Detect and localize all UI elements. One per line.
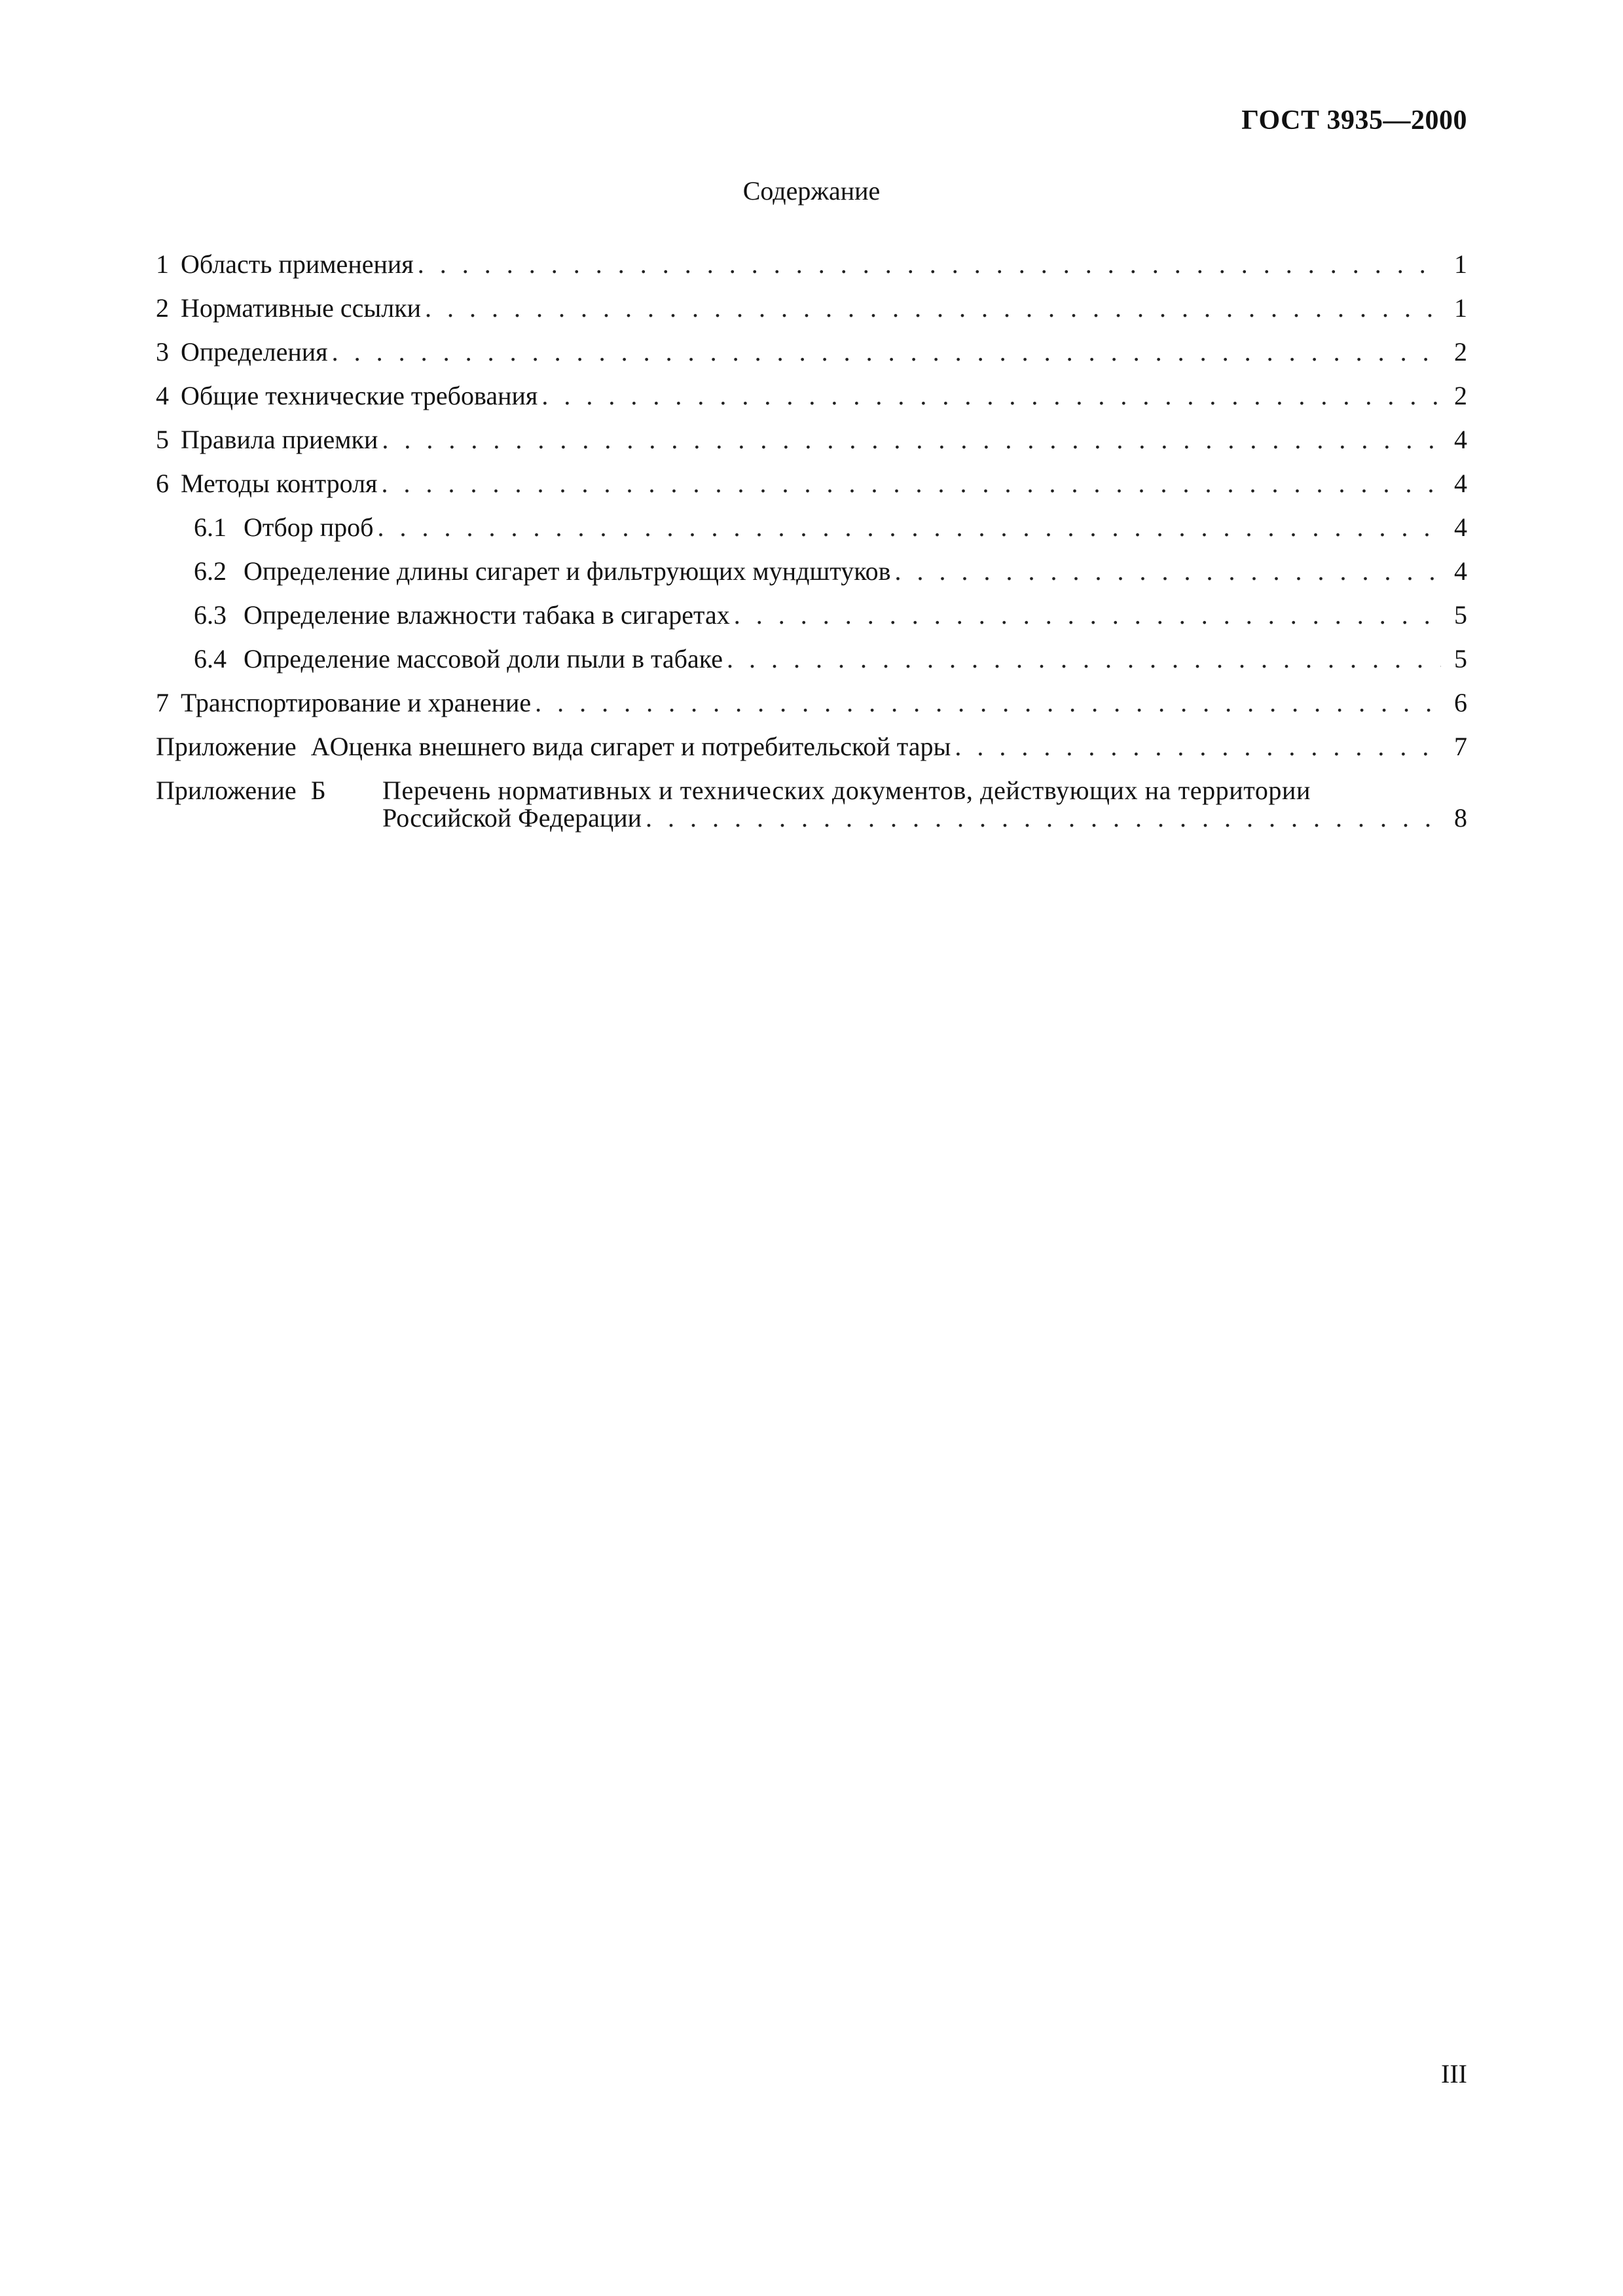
toc-item-label-line1: Перечень нормативных и технических документов, действующих на территории (382, 776, 1311, 805)
appendix-letter: Б (310, 776, 326, 805)
appendix-letter: А (310, 732, 330, 761)
toc-item-number: 7 (156, 688, 169, 717)
toc-item-page: 7 (1454, 732, 1467, 761)
toc-item-3[interactable] (156, 336, 1467, 380)
toc-item-page: 1 (1454, 249, 1467, 279)
toc-item-7[interactable] (156, 687, 1467, 731)
appendix-designation (156, 731, 330, 762)
toc-item-label: Отбор проб (244, 512, 374, 542)
toc-item-label: Определения (181, 337, 328, 367)
dot-leader (377, 512, 1441, 543)
toc-item-6-1[interactable] (156, 512, 1467, 556)
toc-item-page: 2 (1454, 381, 1467, 410)
dot-leader (727, 643, 1441, 674)
dot-leader (541, 380, 1441, 411)
dot-leader (535, 687, 1441, 718)
toc-item-number: 6.1 (194, 512, 227, 542)
toc-item-page: 8 (1454, 803, 1467, 833)
dot-leader (382, 424, 1441, 455)
dot-leader (425, 293, 1441, 323)
toc-appendix-a[interactable] (156, 731, 1467, 775)
toc-item-page: 1 (1454, 293, 1467, 323)
toc-item-number: 6.2 (194, 556, 227, 586)
toc-item-label: Нормативные ссылки (181, 293, 422, 323)
appendix-word: Приложение (156, 776, 297, 805)
toc-item-page: 4 (1454, 556, 1467, 586)
toc-item-number: 2 (156, 293, 169, 323)
toc-item-number: 5 (156, 425, 169, 454)
toc-item-4[interactable] (156, 380, 1467, 424)
toc-item-label: Область применения (181, 249, 414, 279)
dot-leader (646, 802, 1441, 833)
toc-item-6-2[interactable] (156, 556, 1467, 600)
toc-item-6[interactable] (156, 468, 1467, 512)
toc-item-number: 6.3 (194, 600, 227, 630)
toc-item-number: 6 (156, 469, 169, 498)
toc-item-label: Методы контроля (181, 469, 378, 498)
dot-leader (332, 336, 1441, 367)
toc-item-page: 4 (1454, 512, 1467, 542)
toc-item-label: Определение массовой доли пыли в табаке (244, 644, 723, 673)
toc-appendix-b[interactable] (156, 775, 1467, 842)
table-of-contents (156, 249, 1467, 842)
toc-item-1[interactable] (156, 249, 1467, 293)
toc-item-page: 4 (1454, 425, 1467, 454)
toc-item-6-4[interactable] (156, 643, 1467, 687)
toc-item-number: 3 (156, 337, 169, 367)
toc-item-label: Определение длины сигарет и фильтрующих мундштуков (244, 556, 891, 586)
toc-item-page: 5 (1454, 600, 1467, 630)
dot-leader (418, 249, 1441, 279)
dot-leader (734, 600, 1441, 630)
toc-item-label: Правила приемки (181, 425, 378, 454)
toc-item-page: 5 (1454, 644, 1467, 673)
toc-item-label: Определение влажности табака в сигаретах (244, 600, 730, 630)
dot-leader (955, 731, 1441, 762)
toc-item-label: Транспортирование и хранение (181, 688, 532, 717)
toc-item-label: Оценка внешнего вида сигарет и потребительской тары (329, 732, 951, 761)
toc-title: Содержание (742, 176, 881, 206)
dot-leader (381, 468, 1441, 499)
toc-item-label-line2: Российской Федерации (382, 803, 642, 833)
toc-item-number: 4 (156, 381, 169, 410)
toc-item-5[interactable] (156, 424, 1467, 468)
toc-item-page: 2 (1454, 337, 1467, 367)
toc-item-number: 1 (156, 249, 169, 279)
toc-item-label: Общие технические требования (181, 381, 538, 410)
toc-item-2[interactable] (156, 293, 1467, 336)
document-code: ГОСТ 3935—2000 (1241, 105, 1467, 135)
appendix-word: Приложение (156, 732, 297, 761)
toc-item-6-3[interactable] (156, 600, 1467, 643)
toc-item-number: 6.4 (194, 644, 227, 673)
toc-item-page: 6 (1454, 688, 1467, 717)
dot-leader (895, 556, 1441, 586)
appendix-designation (156, 775, 382, 806)
page-number: III (1441, 2059, 1467, 2089)
toc-item-page: 4 (1454, 469, 1467, 498)
